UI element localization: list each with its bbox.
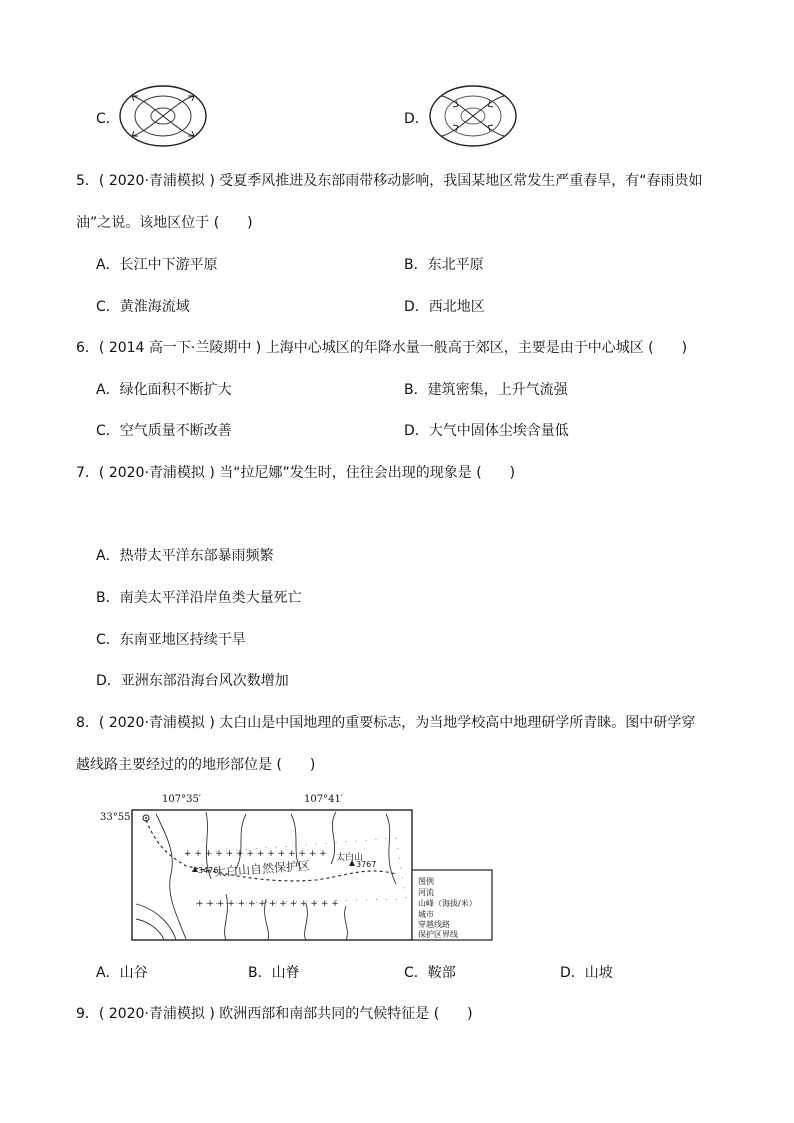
q8-stem-line2: 越线路主要经过的的地形部位是 ( ) bbox=[76, 757, 316, 773]
map-legend-route: 穿越线路 bbox=[418, 920, 450, 929]
map-lon1: 107°35′ bbox=[162, 794, 202, 805]
q6-option-b[interactable]: B．建筑密集，上升气流强 bbox=[404, 382, 568, 398]
map-peak1-elevation: 3476 bbox=[198, 866, 219, 875]
q7-option-a[interactable]: A．热带太平洋东部暴雨频繁 bbox=[96, 548, 274, 564]
q6-option-d[interactable]: D．大气中固体尘埃含量低 bbox=[404, 423, 569, 439]
q8-option-b[interactable]: B．山脊 bbox=[248, 965, 300, 981]
map-legend-peak: 山峰（海拔/米） bbox=[418, 899, 477, 908]
q4-option-c[interactable]: C． bbox=[96, 111, 120, 127]
q9-stem: 9．( 2020·青浦模拟 ) 欧洲西部和南部共同的气候特征是 ( ) bbox=[76, 1006, 473, 1022]
q5-stem-line2: 油”之说。该地区位于 ( ) bbox=[76, 215, 253, 231]
q8-option-c[interactable]: C．鞍部 bbox=[404, 965, 456, 981]
q7-option-c[interactable]: C．东南亚地区持续干旱 bbox=[96, 632, 246, 648]
q6-option-a[interactable]: A．绿化面积不断扩大 bbox=[96, 382, 232, 398]
q8-stem-line1: 8．( 2020·青浦模拟 ) 太白山是中国地理的重要标志，为当地学校高中地理研学所青睐。图中研学穿 bbox=[76, 715, 696, 731]
map-lat: 33°55′ bbox=[100, 812, 133, 823]
q5-option-a[interactable]: A．长江中下游平原 bbox=[96, 257, 218, 273]
q5-option-b[interactable]: B．东北平原 bbox=[404, 257, 484, 273]
q7-option-b[interactable]: B．南美太平洋沿岸鱼类大量死亡 bbox=[96, 590, 302, 606]
q6-stem: 6．( 2014 高一下·兰陵期中 ) 上海中心城区的年降水量一般高于郊区，主要是由于中心城区 ( ) bbox=[76, 340, 688, 356]
q8-option-d[interactable]: D．山坡 bbox=[560, 965, 613, 981]
map-legend-title: 图例 bbox=[418, 877, 434, 886]
q8-option-a[interactable]: A．山谷 bbox=[96, 965, 148, 981]
map-reserve-label: 太白山自然保护区 bbox=[213, 858, 311, 880]
q6-option-c[interactable]: C．空气质量不断改善 bbox=[96, 423, 232, 439]
q5-option-c[interactable]: C．黄淮海流域 bbox=[96, 299, 190, 315]
map-peak2-elevation: 3767 bbox=[356, 860, 377, 869]
q5-option-d[interactable]: D．西北地区 bbox=[404, 299, 485, 315]
svg-text:+ + + + + + + + + + + + + +: + + + + + + + + + + + + + + bbox=[184, 849, 327, 859]
q4-option-d-diagram bbox=[428, 84, 518, 148]
map-legend-boundary: 保护区界线 bbox=[418, 930, 458, 939]
q7-stem: 7．( 2020·青浦模拟 ) 当“拉尼娜”发生时，住往会出现的现象是 ( ) bbox=[76, 465, 516, 481]
q4-option-c-diagram bbox=[118, 84, 208, 148]
map-legend-city: 城市 bbox=[418, 910, 434, 919]
q5-stem-line1: 5．( 2020·青浦模拟 ) 受夏季风推进及东部雨带移动影响，我国某地区常发生严重春旱，有“春雨贵如 bbox=[76, 173, 703, 189]
svg-text:+ + + + + + + + + + + + + +: + + + + + + + + + + + + + + bbox=[196, 899, 339, 909]
q4-option-d[interactable]: D． bbox=[404, 111, 429, 127]
map-lon2: 107°41′ bbox=[304, 794, 344, 805]
map-peak-name: 太白山 bbox=[336, 853, 364, 863]
taibai-mountain-map bbox=[96, 794, 496, 944]
map-legend-river: 河流 bbox=[418, 888, 434, 897]
q7-option-d[interactable]: D．亚洲东部沿海台风次数增加 bbox=[96, 673, 289, 689]
